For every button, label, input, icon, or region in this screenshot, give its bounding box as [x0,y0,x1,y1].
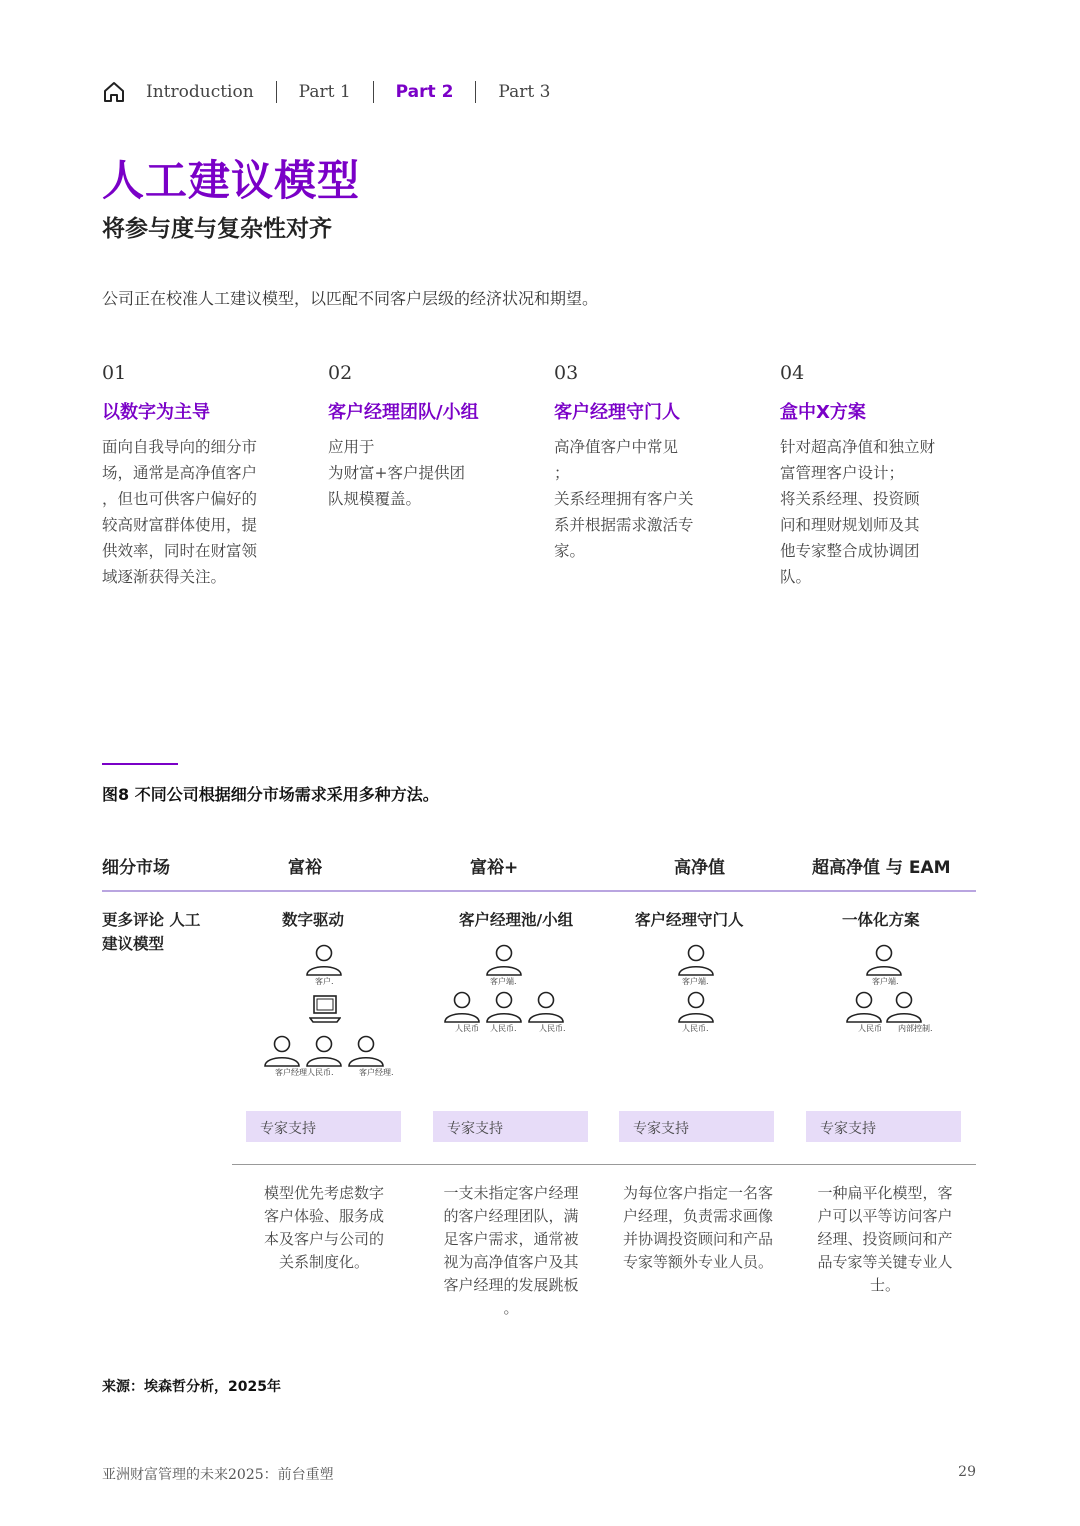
client-person-icon [865,944,903,976]
laptop-icon [309,994,341,1024]
icon-label: 客户. [315,977,334,986]
figure-caption: 图8 不同公司根据细分市场需求采用多种方法。 [102,785,439,804]
specialist-support-bar [619,1111,774,1142]
nav-part-2[interactable]: Part 2 [395,82,454,102]
column-number: 01 [102,362,127,384]
nav-divider [373,81,374,103]
model-name-integrated: 一体化方案 [842,911,920,929]
specialist-support-bar [246,1111,401,1142]
nav-part-3[interactable]: Part 3 [498,82,551,102]
rm-person-icon [263,1035,301,1067]
page-subtitle: 将参与度与复杂性对齐 [102,216,332,242]
column-number: 03 [554,362,579,384]
support-label: 专家支持 [633,1121,689,1137]
icon-label: 客户经理人民币. [275,1068,334,1077]
model-column-3 [554,362,754,564]
icon-label: 人民币 [858,1024,882,1033]
icon-label: 客户经理. [359,1068,394,1077]
icon-label: 人民币. [682,1024,709,1033]
figure-accent-rule [102,763,178,765]
icon-label: 客户端. [682,977,709,986]
footer-title: 亚洲财富管理的未来2025：前台重塑 [102,1467,334,1483]
icon-label: 内部控制. [898,1024,933,1033]
model-description-digital: 模型优先考虑数字 客户体验、服务成 本及客户与公司的 关系制度化。 [263,1184,384,1271]
icon-label: 人民币. [539,1024,566,1033]
segment-affluent-plus: 富裕+ [470,858,519,878]
model-column-2 [328,362,528,512]
page-title: 人工建议模型 [102,156,361,205]
support-label: 专家支持 [820,1121,876,1137]
top-nav [102,78,550,106]
intro-paragraph: 公司正在校准人工建议模型，以匹配不同客户层级的经济状况和期望。 [102,289,599,308]
model-description-gatekeeper: 为每位客户指定一名客 户经理，负责需求画像 并协调投资顾问和产品 专家等额外专业人员。 [622,1184,773,1271]
icon-label: 客户端. [490,977,517,986]
page-number: 29 [958,1464,976,1480]
rm-person-icon [677,991,715,1023]
model-column-1 [102,362,302,590]
segment-uhnw-eam: 超高净值 与 EAM [812,858,951,878]
model-name-digital: 数字驱动 [282,911,345,929]
model-description-integrated: 一种扁平化模型，客 户可以平等访问客户 经理、投资顾问和产 品专家等关键专业人 士。 [817,1184,953,1294]
nav-divider [475,81,476,103]
segment-affluent: 富裕 [288,858,322,878]
rm-person-icon [485,991,523,1023]
icon-label: 客户端. [872,977,899,986]
column-heading: 盒中X方案 [780,402,866,423]
nav-divider [276,81,277,103]
support-label: 专家支持 [260,1121,316,1137]
column-body: 面向自我导向的细分市 场，通常是高净值客户 ，但也可供客户偏好的 较高财富群体使用，提 供效率，同时在财富领 域逐渐获得关注。 [102,438,258,586]
column-heading: 客户经理守门人 [554,402,680,423]
column-heading: 以数字为主导 [102,402,210,423]
model-column-4 [780,362,980,590]
specialist-person-icon [885,991,923,1023]
column-body: 针对超高净值和独立财 富管理客户设计； 将关系经理、投资顾 问和理财规划师及其 他专家整合成协调团 队。 [780,438,936,586]
segment-hnw: 高净值 [674,858,725,878]
description-divider [232,1164,976,1165]
column-body: 应用于 为财富+客户提供团 队规模覆盖。 [328,438,465,508]
specialist-support-bar [806,1111,961,1142]
icon-label: 人民币 [455,1024,479,1033]
rm-person-icon [305,1035,343,1067]
table-header-label: 细分市场 [102,858,170,878]
rm-person-icon [845,991,883,1023]
model-description-pool: 一支未指定客户经理 的客户经理团队，满 足客户需求，通常被 视为高净值客户及其 客户经理的发展跳板 。 [443,1184,579,1317]
model-name-gatekeeper: 客户经理守门人 [635,911,744,929]
model-name-pool: 客户经理池/小组 [459,911,574,929]
icon-label: 人民币. [490,1024,517,1033]
header-divider [102,890,976,892]
rm-person-icon [527,991,565,1023]
support-label: 专家支持 [447,1121,503,1137]
source-note: 来源：埃森哲分析，2025年 [102,1379,281,1395]
client-person-icon [677,944,715,976]
home-icon[interactable] [102,80,126,104]
column-number: 02 [328,362,353,384]
nav-introduction[interactable]: Introduction [146,82,254,102]
client-person-icon [305,944,343,976]
client-person-icon [485,944,523,976]
nav-part-1[interactable]: Part 1 [298,82,351,102]
rm-person-icon [347,1035,385,1067]
row-label: 更多评论 人工 建议模型 [102,911,201,953]
column-body: 高净值客户中常见 ； 关系经理拥有客户关 系并根据需求激活专 家。 [554,438,694,560]
column-heading: 客户经理团队/小组 [328,402,479,423]
column-number: 04 [780,362,805,384]
specialist-support-bar [433,1111,588,1142]
rm-person-icon [443,991,481,1023]
